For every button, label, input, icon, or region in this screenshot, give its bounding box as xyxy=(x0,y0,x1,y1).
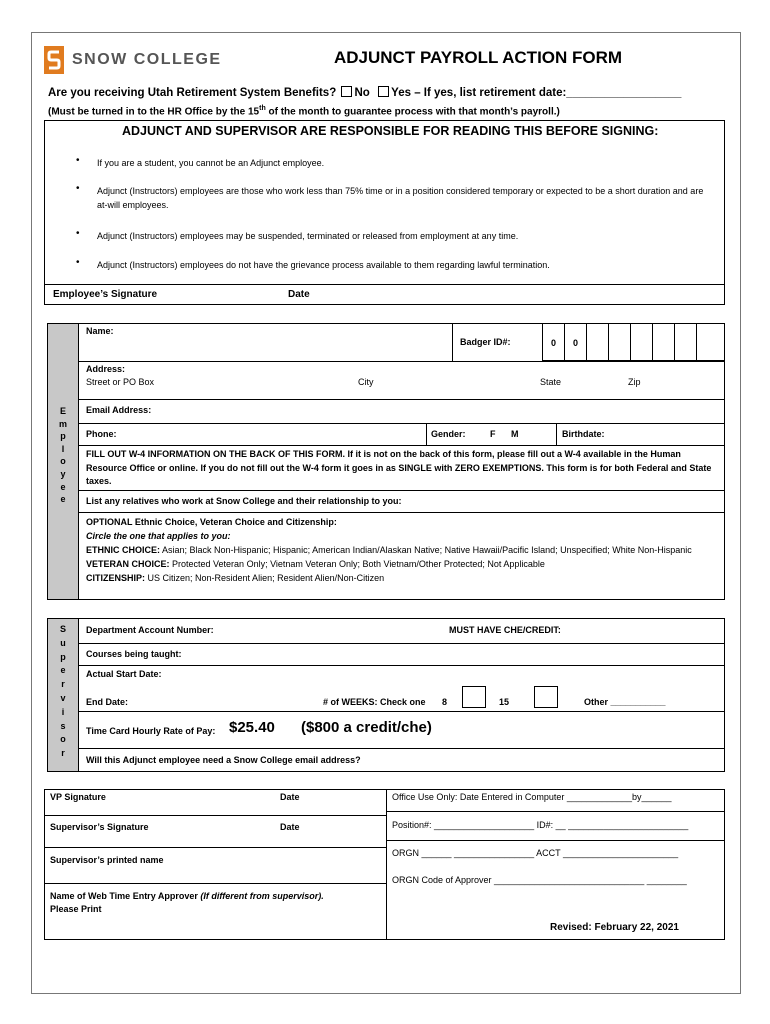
side-letter: l xyxy=(61,443,65,454)
office-entered-line: Office Use Only: Date Entered in Computer _____________by______ xyxy=(392,792,672,802)
dept-account-label: Department Account Number: xyxy=(86,625,214,635)
supervisor-signature-date-label: Date xyxy=(280,822,300,832)
end-date-field[interactable] xyxy=(135,690,305,710)
notice-section xyxy=(44,120,725,305)
city-label: City xyxy=(358,377,374,387)
hourly-rate-label: Time Card Hourly Rate of Pay: xyxy=(86,726,216,736)
revised-date: Revised: February 22, 2021 xyxy=(550,922,679,933)
notice-bullet-4: Adjunct (Instructors) employees do not have the grievance process available to them regarding lawful termination. xyxy=(97,260,550,270)
divider xyxy=(44,883,386,884)
bullet-dot: • xyxy=(76,257,80,268)
dept-account-field[interactable] xyxy=(235,619,435,641)
side-letter: s xyxy=(60,720,66,731)
approver-name-field[interactable] xyxy=(45,918,385,936)
notice-heading: ADJUNCT AND SUPERVISOR ARE RESPONSIBLE FOR READING THIS BEFORE SIGNING: xyxy=(122,124,659,138)
divider xyxy=(78,445,725,446)
urs-no-checkbox[interactable] xyxy=(341,86,352,97)
divider xyxy=(452,323,453,361)
side-letter: p xyxy=(60,651,66,662)
approver-label xyxy=(50,890,380,916)
vp-signature-date-label: Date xyxy=(280,792,300,802)
hourly-rate-note: ($800 a credit/che) xyxy=(301,719,432,736)
divider xyxy=(426,423,427,445)
citizenship-label: CITIZENSHIP: xyxy=(86,573,146,583)
vp-signature-field[interactable] xyxy=(45,804,385,814)
approver-italic: (If different from supervisor). xyxy=(200,891,324,901)
notice-bullet-2: Adjunct (Instructors) employees are those who work less than 75% time or in a position considered temporary or expected to be a short duration and are at-will employees. xyxy=(97,186,704,210)
address-field[interactable] xyxy=(130,362,720,376)
weeks-label: # of WEEKS: Check one xyxy=(323,697,426,707)
side-letter: r xyxy=(61,748,65,759)
gender-label: Gender: xyxy=(431,429,466,439)
circle-instruction: Circle the one that applies to you: xyxy=(86,531,231,541)
side-letter: o xyxy=(60,734,66,745)
gender-f-option[interactable]: F xyxy=(490,429,496,439)
deadline-text-b: of the month to guarantee process with that month’s payroll.) xyxy=(265,106,560,118)
urs-question-text: Are you receiving Utah Retirement System Benefits? xyxy=(48,87,337,99)
birthdate-label: Birthdate: xyxy=(562,429,605,439)
vp-signature-label: VP Signature xyxy=(50,792,106,802)
name-field[interactable] xyxy=(120,324,450,360)
urs-yes-checkbox[interactable] xyxy=(378,86,389,97)
badger-digit-cell[interactable] xyxy=(674,323,697,361)
side-letter: v xyxy=(60,692,66,703)
state-label: State xyxy=(540,377,562,387)
badger-id-label: Badger ID#: xyxy=(460,337,511,347)
weeks-15-checkbox[interactable] xyxy=(534,686,558,708)
side-letter: e xyxy=(60,494,66,505)
divider xyxy=(78,323,79,600)
badger-digit-cell[interactable] xyxy=(630,323,653,361)
side-letter: E xyxy=(59,406,66,416)
approver-text: Name of Web Time Entry Approver xyxy=(50,891,201,901)
office-orgn-code-line: ORGN Code of Approver ______________________________ ________ xyxy=(392,875,687,885)
veteran-options: Protected Veteran Only; Vietnam Veteran Only; Both Vietnam/Other Protected; Not Applicable xyxy=(169,559,545,569)
veteran-label: VETERAN CHOICE: xyxy=(86,559,170,569)
badger-digit-cell[interactable] xyxy=(652,323,675,361)
divider xyxy=(78,711,725,712)
w4-instructions: FILL OUT W-4 INFORMATION ON THE BACK OF THIS FORM. If it is not on the back of this form, please fill out a W-4 available in the Human Resource Office or online. If you do not fill out the W-4 form it goes in as SINGLE with ZERO EXEMPTIONS. This form is for both Federal and State taxes. xyxy=(86,449,712,486)
supervisor-side-label xyxy=(48,623,78,761)
supervisor-printed-name-field[interactable] xyxy=(45,867,385,881)
side-letter: S xyxy=(59,624,66,634)
email-field[interactable] xyxy=(160,400,720,422)
name-label: Name: xyxy=(86,326,114,336)
badger-digit-cell[interactable] xyxy=(696,323,725,361)
birthdate-field[interactable] xyxy=(612,424,722,444)
relatives-label: List any relatives who work at Snow College and their relationship to you: xyxy=(86,496,402,506)
side-letter: i xyxy=(61,706,65,717)
bullet-dot: • xyxy=(76,183,80,194)
ethnic-options: Asian; Black Non-Hispanic; Hispanic; American Indian/Alaskan Native; Native Hawaii/Pacific Island; Unspecified; White Non-Hispanic xyxy=(160,545,692,555)
employee-signature-field[interactable] xyxy=(170,286,280,304)
email-label: Email Address: xyxy=(86,405,152,415)
urs-question xyxy=(48,86,681,99)
snow-logo-icon xyxy=(44,46,64,74)
optional-heading: OPTIONAL Ethnic Choice, Veteran Choice and Citizenship: xyxy=(86,517,337,527)
relatives-field[interactable] xyxy=(440,491,720,511)
logo-text: SNOW COLLEGE xyxy=(72,51,222,68)
side-letter: y xyxy=(60,468,66,479)
phone-label: Phone: xyxy=(86,429,117,439)
ethnic-choice[interactable] xyxy=(86,543,720,557)
badger-digit: 0 xyxy=(572,338,578,348)
street-label: Street or PO Box xyxy=(86,377,155,387)
email-question-field[interactable] xyxy=(395,749,720,771)
office-position-line: Position#: ____________________ ID#: __ ________________________ xyxy=(392,820,689,830)
divider xyxy=(556,423,557,445)
badger-digit-cell[interactable] xyxy=(608,323,631,361)
ethnic-label: ETHNIC CHOICE: xyxy=(86,545,160,555)
weeks-8-checkbox[interactable] xyxy=(462,686,486,708)
bullet-dot: • xyxy=(76,228,80,239)
urs-yes-label: Yes – If yes, list retirement date:__________________ xyxy=(391,87,682,99)
side-letter: e xyxy=(60,665,66,676)
weeks-15-label: 15 xyxy=(499,697,510,707)
side-letter: r xyxy=(61,679,65,690)
office-orgn-line: ORGN ______ ________________ ACCT _______________________ xyxy=(392,848,679,858)
courses-label: Courses being taught: xyxy=(86,649,182,659)
divider xyxy=(44,815,386,816)
start-date-label: Actual Start Date: xyxy=(86,669,162,679)
citizenship-options: US Citizen; Non-Resident Alien; Resident Alien/Non-Citizen xyxy=(145,573,385,583)
badger-digit: 0 xyxy=(550,338,556,348)
email-question-label: Will this Adjunct employee need a Snow College email address? xyxy=(86,755,361,765)
badger-digit-cell[interactable] xyxy=(586,323,609,361)
phone-field[interactable] xyxy=(122,424,422,444)
optional-section xyxy=(86,515,720,585)
badger-digit-cell[interactable] xyxy=(564,323,587,361)
che-credit-field[interactable] xyxy=(572,619,720,641)
side-letter: e xyxy=(60,481,66,492)
deadline-sup: th xyxy=(259,105,266,112)
supervisor-signature-label: Supervisor’s Signature xyxy=(50,822,149,832)
notice-bullet-3: Adjunct (Instructors) employees may be suspended, terminated or released from employment at any time. xyxy=(97,231,519,241)
divider xyxy=(44,847,386,848)
end-date-label: End Date: xyxy=(86,697,129,707)
hourly-rate-value: $25.40 xyxy=(229,719,275,736)
bullet-dot: • xyxy=(76,155,80,166)
zip-label: Zip xyxy=(628,377,641,387)
weeks-other-option[interactable]: Other ___________ xyxy=(584,697,666,707)
citizenship-choice[interactable] xyxy=(86,571,720,585)
form-title: ADJUNCT PAYROLL ACTION FORM xyxy=(334,48,623,67)
start-date-field[interactable] xyxy=(175,666,720,684)
supervisor-signature-field[interactable] xyxy=(45,834,385,844)
courses-field[interactable] xyxy=(195,644,720,664)
gender-m-option[interactable]: M xyxy=(511,429,519,439)
che-credit-label: MUST HAVE CHE/CREDIT: xyxy=(449,625,561,635)
divider xyxy=(78,512,725,513)
divider xyxy=(44,284,725,285)
side-letter: o xyxy=(60,456,66,467)
address-label: Address: xyxy=(86,364,126,374)
side-letter: u xyxy=(60,637,66,648)
deadline-text-a: (Must be turned in to the HR Office by the 15 xyxy=(48,106,260,118)
divider xyxy=(386,840,725,841)
veteran-choice[interactable] xyxy=(86,557,720,571)
deadline-note xyxy=(48,105,560,117)
divider xyxy=(386,811,725,812)
weeks-8-label: 8 xyxy=(442,697,448,707)
approver-print: Please Print xyxy=(50,904,102,914)
badger-id-cells xyxy=(542,323,725,361)
side-letter: p xyxy=(60,431,66,442)
employee-signature-date-label: Date xyxy=(288,289,310,300)
employee-side-label xyxy=(48,405,78,506)
employee-signature-label: Employee’s Signature xyxy=(53,289,158,300)
badger-digit-cell[interactable] xyxy=(542,323,565,361)
supervisor-printed-name-label: Supervisor’s printed name xyxy=(50,855,164,865)
urs-no-label: No xyxy=(354,87,370,99)
notice-bullet-1: If you are a student, you cannot be an Adjunct employee. xyxy=(97,158,325,168)
side-letter: m xyxy=(58,418,67,429)
